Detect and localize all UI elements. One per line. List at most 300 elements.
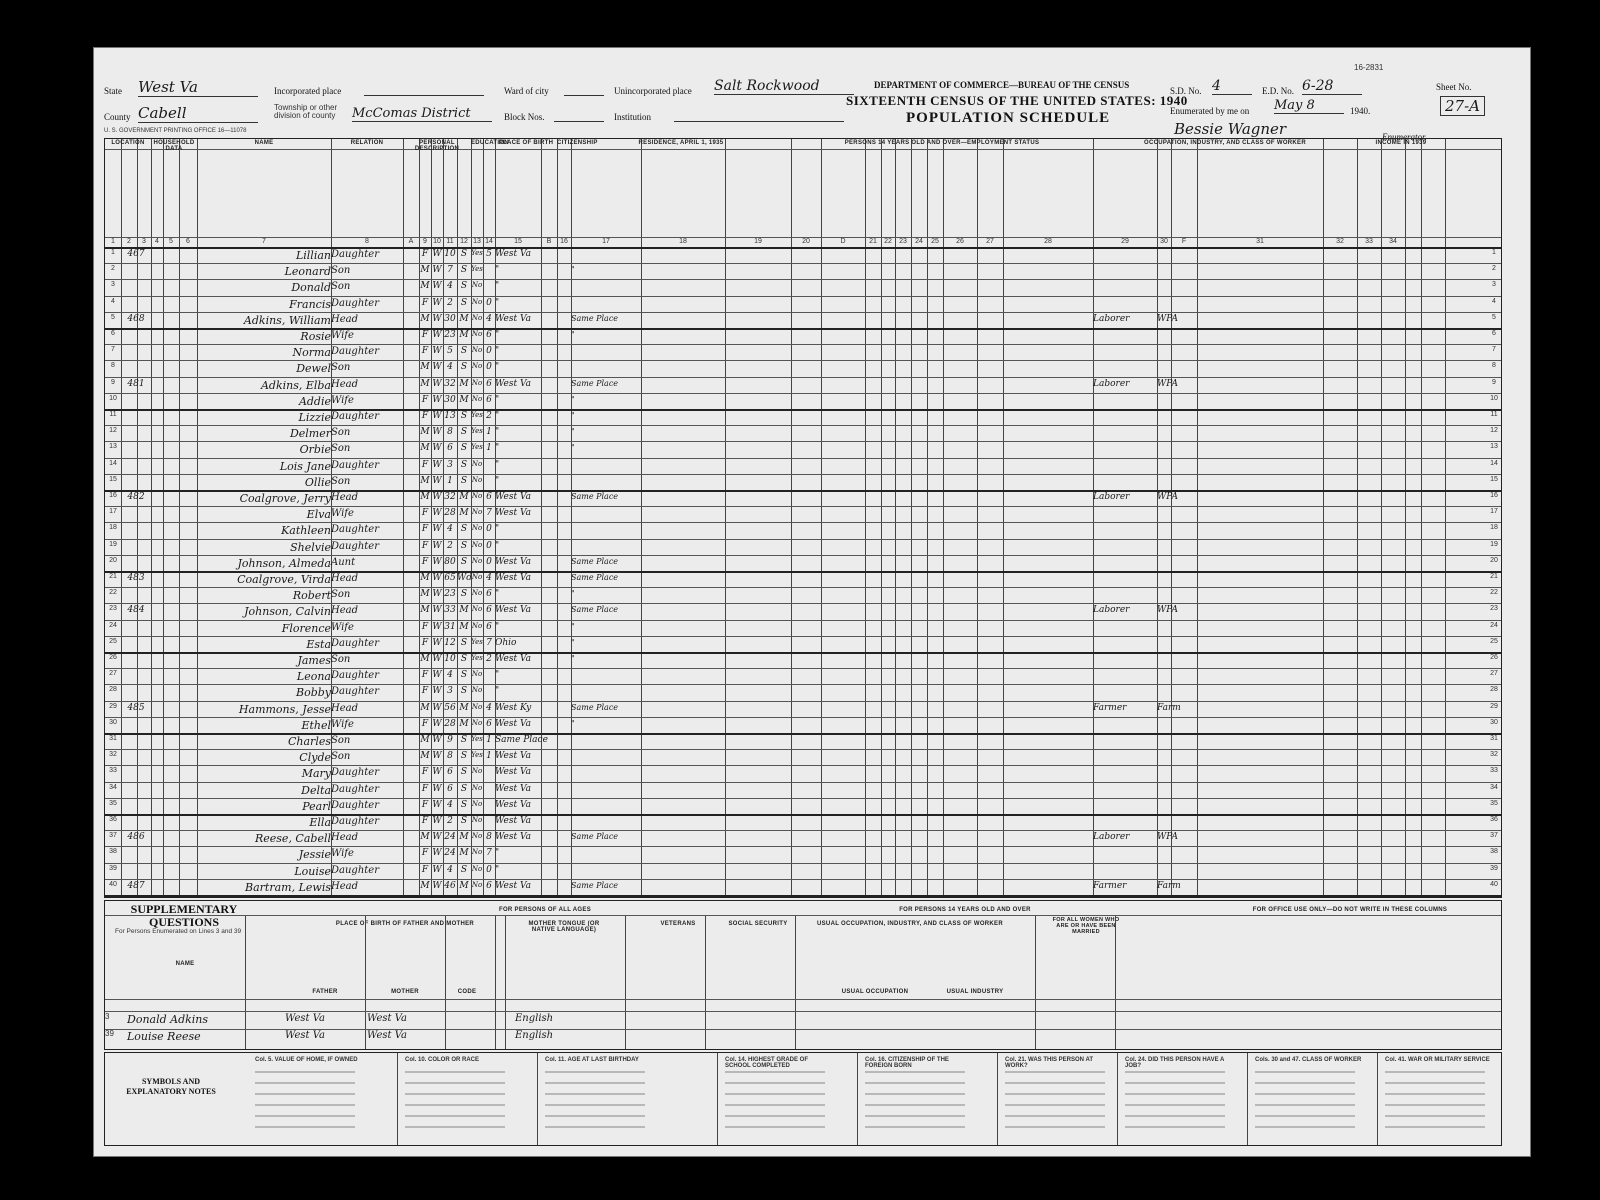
table-row — [105, 881, 1501, 895]
cell-sex: M — [420, 589, 430, 600]
cell-race: W — [432, 816, 442, 826]
cell-school: No — [471, 330, 483, 338]
footer-note: Cols. 30 and 47. CLASS OF WORKER — [1255, 1057, 1362, 1063]
cell-line-right: 4 — [1492, 297, 1496, 305]
cell-line-right: 36 — [1490, 816, 1498, 823]
cell-race: W — [432, 475, 442, 486]
cell-grade: 0 — [486, 524, 492, 535]
cell-grade: 5 — [486, 249, 492, 259]
cell-line: 36 — [109, 816, 117, 823]
note-text-line — [1385, 1104, 1485, 1106]
cell-line-right: 27 — [1490, 670, 1498, 678]
cell-birth: " — [495, 864, 500, 875]
cell-marital: M — [459, 832, 469, 843]
cell-race: W — [432, 362, 442, 373]
column-number: 19 — [754, 238, 762, 245]
cell-race: W — [432, 686, 442, 697]
cell-marital: M — [459, 394, 469, 405]
note-text-line — [545, 1093, 645, 1095]
supplementary-section — [104, 900, 1502, 1050]
cell-race: W — [432, 346, 442, 357]
cell-sex: F — [421, 637, 429, 648]
cell-line: 1 — [111, 249, 115, 256]
cell-school: No — [471, 848, 483, 857]
cell-house: 485 — [127, 702, 145, 713]
cell-line-right: 37 — [1490, 832, 1498, 840]
note-text-line — [725, 1126, 825, 1128]
cell-birth: West Va — [495, 816, 531, 826]
unincorporated-value: Salt Rockwood — [714, 78, 854, 95]
cell-line-right: 8 — [1492, 362, 1496, 370]
cell-grade: 1 — [486, 427, 492, 438]
cell-marital: M — [459, 492, 469, 502]
column-number: 10 — [433, 238, 441, 245]
column-number: 14 — [485, 238, 493, 245]
footer-note: Col. 10. COLOR OR RACE — [405, 1057, 480, 1063]
cell-race: W — [432, 297, 442, 308]
cell-sex: F — [421, 799, 429, 810]
cell-school: No — [471, 573, 483, 581]
supp-birthplace-header: PLACE OF BIRTH OF FATHER AND MOTHER — [335, 921, 475, 927]
cell-line: 7 — [111, 346, 115, 354]
group-all-ages: FOR PERSONS OF ALL AGES — [498, 907, 592, 913]
column-number: 30 — [1160, 238, 1168, 245]
cell-occupation: Laborer — [1093, 313, 1130, 324]
cell-age: 8 — [447, 427, 453, 438]
note-text-line — [1385, 1126, 1485, 1128]
cell-race: W — [432, 654, 442, 664]
cell-birth: Same Place — [495, 735, 548, 745]
cell-grade: 6 — [486, 394, 492, 405]
cell-grade: 1 — [486, 751, 492, 762]
cell-birth: " — [495, 670, 500, 681]
county-value: Cabell — [138, 104, 258, 123]
cell-birth: " — [495, 362, 500, 373]
cell-relation: Daughter — [331, 346, 379, 358]
column-number: B — [546, 238, 552, 245]
supp-cell-father: West Va — [285, 1030, 325, 1041]
table-row — [105, 751, 1501, 765]
table-row — [105, 816, 1501, 830]
cell-name: Donald — [291, 281, 331, 295]
cell-race: W — [432, 573, 442, 583]
cell-line-right: 17 — [1490, 508, 1498, 516]
cell-age: 32 — [444, 492, 456, 502]
cell-name: Hammons, Jesse — [238, 702, 331, 716]
cell-marital: M — [459, 378, 469, 389]
cell-age: 6 — [447, 783, 453, 794]
cell-relation: Son — [331, 281, 351, 293]
cell-line: 30 — [109, 718, 117, 726]
cell-grade: 4 — [486, 573, 492, 583]
state-label: State — [104, 86, 122, 96]
supp-social-security-header: SOCIAL SECURITY — [728, 921, 788, 927]
table-row — [105, 589, 1501, 603]
cell-relation: Wife — [331, 394, 354, 406]
cell-birth: " — [495, 524, 500, 535]
cell-relation: Head — [331, 832, 359, 844]
cell-school: No — [471, 492, 483, 500]
column-number: 26 — [956, 238, 964, 245]
column-number: 12 — [460, 238, 468, 245]
table-row — [105, 767, 1501, 781]
note-text-line — [405, 1104, 505, 1106]
note-text-line — [1255, 1104, 1355, 1106]
cell-age: 24 — [444, 832, 456, 843]
cell-line-right: 28 — [1490, 686, 1498, 694]
cell-sex: F — [421, 297, 429, 308]
column-number: 29 — [1121, 238, 1129, 245]
cell-residence: " — [571, 589, 575, 599]
cell-line: 4 — [111, 297, 115, 305]
table-row — [105, 281, 1501, 295]
note-text-line — [405, 1082, 505, 1084]
cell-age: 56 — [444, 702, 456, 713]
supp-usual-industry: USUAL INDUSTRY — [946, 989, 1004, 995]
table-row — [105, 832, 1501, 846]
supp-cell-language: English — [515, 1013, 554, 1024]
cell-residence: " — [571, 411, 575, 420]
cell-house: 481 — [127, 378, 145, 389]
cell-school: Yes — [471, 249, 483, 257]
cell-marital: M — [459, 702, 469, 713]
cell-marital: S — [460, 783, 468, 794]
cell-occupation: Farmer — [1093, 702, 1127, 713]
cell-name: Ella — [309, 816, 331, 829]
cell-age: 3 — [447, 686, 453, 697]
symbols-label: SYMBOLS AND EXPLANATORY NOTES — [126, 1077, 216, 1097]
note-text-line — [405, 1093, 505, 1095]
cell-sex: F — [421, 346, 429, 357]
cell-grade: 7 — [486, 637, 492, 648]
cell-school: No — [471, 832, 483, 841]
supp-usual-occ-header: USUAL OCCUPATION, INDUSTRY, AND CLASS OF WORKER — [817, 921, 1003, 927]
column-number: 15 — [514, 238, 522, 245]
cell-birth: West Va — [495, 880, 531, 891]
cell-residence: Same Place — [571, 573, 619, 582]
cell-relation: Daughter — [331, 637, 379, 649]
cell-sex: F — [421, 767, 429, 778]
cell-residence: " — [571, 654, 575, 663]
cell-line-right: 29 — [1490, 702, 1498, 710]
cell-race: W — [432, 605, 442, 616]
cell-age: 4 — [447, 362, 453, 373]
cell-sex: M — [420, 378, 430, 389]
cell-line-right: 34 — [1490, 783, 1498, 791]
table-row — [105, 298, 1501, 312]
cell-relation: Aunt — [331, 556, 356, 568]
cell-school: No — [471, 540, 483, 549]
cell-race: W — [432, 767, 442, 778]
column-number: 22 — [884, 238, 892, 245]
cell-sex: M — [420, 313, 430, 324]
cell-line: 16 — [109, 492, 117, 499]
cell-birth: " — [495, 589, 500, 600]
note-text-line — [1255, 1126, 1355, 1128]
cell-school: No — [471, 281, 483, 290]
table-row — [105, 638, 1501, 652]
sheet-label: Sheet No. — [1436, 82, 1472, 92]
cell-birth: " — [495, 475, 500, 486]
cell-marital: S — [460, 427, 468, 438]
cell-residence: " — [571, 443, 575, 453]
column-group-header: PERSONS 14 YEARS OLD AND OVER—EMPLOYMENT STATUS — [844, 140, 1040, 146]
cell-line-right: 35 — [1490, 799, 1498, 807]
cell-age: 31 — [444, 621, 456, 632]
note-text-line — [1005, 1093, 1105, 1095]
cell-sex: M — [420, 362, 430, 373]
cell-race: W — [432, 459, 442, 470]
cell-race: W — [432, 508, 442, 519]
cell-grade: 0 — [486, 864, 492, 875]
cell-marital: M — [459, 718, 469, 729]
cell-line-right: 2 — [1492, 265, 1496, 273]
cell-school: No — [471, 799, 483, 808]
cell-school: No — [471, 475, 483, 484]
cell-residence: " — [571, 265, 575, 275]
cell-race: W — [432, 249, 442, 259]
cell-line-right: 19 — [1490, 540, 1498, 548]
cell-sex: M — [420, 605, 430, 616]
cell-sex: M — [420, 654, 430, 664]
cell-relation: Wife — [331, 330, 354, 341]
enumerated-year: 1940. — [1350, 106, 1371, 116]
cell-sex: F — [421, 621, 429, 632]
township-label: Township or other division of county — [274, 103, 338, 121]
note-text-line — [545, 1104, 645, 1106]
note-text-line — [1005, 1082, 1105, 1084]
cell-school: No — [471, 670, 483, 679]
cell-relation: Daughter — [331, 540, 379, 552]
cell-birth: West Va — [495, 751, 531, 762]
supp-mother-header: MOTHER — [391, 989, 419, 995]
ed-value: 6-28 — [1302, 78, 1362, 95]
cell-house: 482 — [127, 492, 145, 502]
cell-race: W — [432, 394, 442, 405]
cell-grade: 0 — [486, 297, 492, 308]
cell-name: Norma — [292, 346, 331, 360]
cell-birth: " — [495, 540, 500, 551]
cell-age: 46 — [444, 880, 456, 891]
cell-marital: S — [460, 767, 468, 778]
cell-race: W — [432, 524, 442, 535]
cell-name: Adkins, William — [243, 313, 331, 327]
note-text-line — [725, 1082, 825, 1084]
cell-marital: S — [460, 589, 468, 600]
cell-school: No — [471, 556, 483, 565]
supp-language-header: MOTHER TONGUE (OR NATIVE LANGUAGE) — [528, 921, 600, 933]
cell-age: 8 — [447, 751, 453, 762]
cell-school: No — [471, 880, 483, 889]
supplementary-subtitle: For Persons Enumerated on Lines 3 and 39 — [115, 928, 242, 935]
cell-house: 484 — [127, 605, 145, 616]
cell-sex: F — [421, 330, 429, 340]
column-number: 31 — [1256, 238, 1264, 245]
note-text-line — [255, 1115, 355, 1117]
cell-school: No — [471, 524, 483, 533]
cell-name: Kathleen — [281, 524, 331, 538]
cell-marital: S — [460, 735, 468, 745]
cell-school: No — [471, 394, 483, 403]
cell-line: 39 — [109, 864, 117, 872]
cell-birth: West Va — [495, 573, 531, 583]
cell-residence: Same Place — [571, 880, 619, 890]
column-number: 32 — [1336, 238, 1344, 245]
column-group-header: LOCATION — [111, 140, 145, 146]
cell-sex: F — [421, 718, 429, 729]
cell-line: 25 — [109, 637, 117, 645]
note-text-line — [545, 1071, 645, 1073]
cell-grade: 0 — [486, 540, 492, 551]
cell-relation: Daughter — [331, 767, 379, 779]
cell-marital: S — [460, 670, 468, 681]
cell-grade: 2 — [486, 411, 492, 421]
cell-name: Florence — [281, 621, 331, 635]
main-grid — [104, 138, 1502, 898]
cell-birth: " — [495, 686, 500, 697]
cell-school: Yes — [471, 735, 483, 743]
cell-sex: M — [420, 880, 430, 891]
cell-line: 31 — [109, 735, 117, 742]
cell-school: No — [471, 297, 483, 306]
cell-birth: West Va — [495, 556, 531, 567]
supp-code-header: CODE — [457, 989, 477, 995]
cell-relation: Daughter — [331, 249, 379, 260]
cell-line-right: 39 — [1490, 864, 1498, 872]
cell-age: 13 — [444, 411, 456, 421]
cell-age: 4 — [447, 670, 453, 681]
cell-name: Lillian — [295, 249, 331, 262]
note-text-line — [255, 1093, 355, 1095]
cell-relation: Head — [331, 702, 359, 714]
footer-note: Col. 24. DID THIS PERSON HAVE A JOB? — [1125, 1057, 1225, 1070]
table-row — [105, 654, 1501, 668]
title-dept: DEPARTMENT OF COMMERCE—BUREAU OF THE CENSUS — [874, 80, 1130, 90]
form-number: 16-2831 — [1354, 63, 1384, 72]
cell-line-right: 9 — [1492, 378, 1496, 386]
note-text-line — [255, 1071, 355, 1073]
cell-line: 24 — [109, 621, 117, 629]
cell-race: W — [432, 751, 442, 762]
cell-line-right: 23 — [1490, 605, 1498, 613]
cell-line: 12 — [109, 427, 117, 435]
cell-birth: West Va — [495, 767, 531, 778]
cell-birth: " — [495, 848, 500, 859]
cell-relation: Head — [331, 492, 359, 503]
cell-industry: WPA — [1157, 832, 1178, 843]
cell-race: W — [432, 556, 442, 567]
supp-cell-line: 39 — [105, 1029, 114, 1038]
cell-race: W — [432, 848, 442, 859]
column-group-header: OCCUPATION, INDUSTRY, AND CLASS OF WORKER — [1144, 140, 1306, 146]
cell-line: 18 — [109, 524, 117, 532]
cell-line: 3 — [111, 281, 115, 289]
cell-school: No — [471, 346, 483, 355]
table-row — [105, 379, 1501, 393]
cell-school: No — [471, 589, 483, 598]
cell-relation: Wife — [331, 508, 354, 520]
cell-grade: 0 — [486, 362, 492, 373]
cell-relation: Daughter — [331, 799, 379, 811]
column-group-header: INCOME IN 1939 — [1375, 140, 1427, 146]
cell-relation: Son — [331, 475, 351, 487]
cell-house: 467 — [127, 249, 145, 259]
note-text-line — [1125, 1126, 1225, 1128]
cell-birth: " — [495, 346, 500, 357]
cell-sex: F — [421, 524, 429, 535]
footer-note: Col. 11. AGE AT LAST BIRTHDAY — [545, 1057, 639, 1063]
cell-sex: M — [420, 443, 430, 454]
footer-note: Col. 14. HIGHEST GRADE OF SCHOOL COMPLETED — [725, 1057, 809, 1070]
supp-women-header: FOR ALL WOMEN WHO ARE OR HAVE BEEN MARRIED — [1052, 917, 1120, 935]
cell-age: 10 — [444, 654, 456, 664]
note-text-line — [1385, 1082, 1485, 1084]
cell-sex: M — [420, 475, 430, 486]
cell-line-right: 13 — [1490, 443, 1498, 451]
cell-name: Louise — [294, 864, 331, 878]
cell-age: 30 — [444, 394, 456, 405]
table-row — [105, 735, 1501, 749]
cell-grade: 7 — [486, 848, 492, 859]
cell-residence: " — [571, 621, 575, 631]
cell-age: 4 — [447, 799, 453, 810]
note-text-line — [405, 1071, 505, 1073]
cell-age: 65 — [444, 573, 456, 583]
cell-race: W — [432, 799, 442, 810]
cell-school: No — [471, 605, 483, 614]
column-number: 9 — [423, 238, 427, 245]
cell-industry: Farm — [1157, 880, 1181, 891]
table-row — [105, 476, 1501, 490]
cell-industry: WPA — [1157, 492, 1178, 502]
cell-race: W — [432, 378, 442, 389]
cell-line: 17 — [109, 508, 117, 516]
table-row — [105, 492, 1501, 506]
cell-marital: M — [459, 621, 469, 632]
note-text-line — [255, 1082, 355, 1084]
cell-grade: 0 — [486, 556, 492, 567]
cell-grade: 6 — [486, 330, 492, 340]
cell-age: 9 — [447, 735, 453, 745]
cell-school: No — [471, 459, 483, 468]
cell-race: W — [432, 702, 442, 713]
column-number: 18 — [679, 238, 687, 245]
supp-cell-language: English — [515, 1030, 554, 1041]
cell-marital: M — [459, 508, 469, 519]
group-14-over: FOR PERSONS 14 YEARS OLD AND OVER — [899, 907, 1031, 913]
cell-school: Yes — [471, 443, 483, 452]
cell-line-right: 12 — [1490, 427, 1498, 435]
cell-name: Robert — [292, 589, 331, 603]
cell-relation: Daughter — [331, 864, 379, 876]
column-number: 33 — [1365, 238, 1373, 245]
cell-relation: Son — [331, 427, 351, 439]
supp-usual-occupation: USUAL OCCUPATION — [841, 989, 909, 995]
cell-birth: " — [495, 411, 500, 421]
table-row — [105, 848, 1501, 862]
column-number: 34 — [1389, 238, 1397, 245]
cell-age: 80 — [444, 556, 456, 567]
cell-birth: West Va — [495, 783, 531, 794]
cell-name: Ethel — [301, 718, 331, 732]
cell-marital: S — [460, 459, 468, 470]
cell-birth: West Va — [495, 799, 531, 810]
cell-relation: Wife — [331, 621, 354, 633]
cell-sex: F — [421, 670, 429, 681]
cell-sex: F — [421, 864, 429, 875]
cell-sex: M — [420, 751, 430, 762]
cell-marital: Wd — [457, 573, 473, 583]
